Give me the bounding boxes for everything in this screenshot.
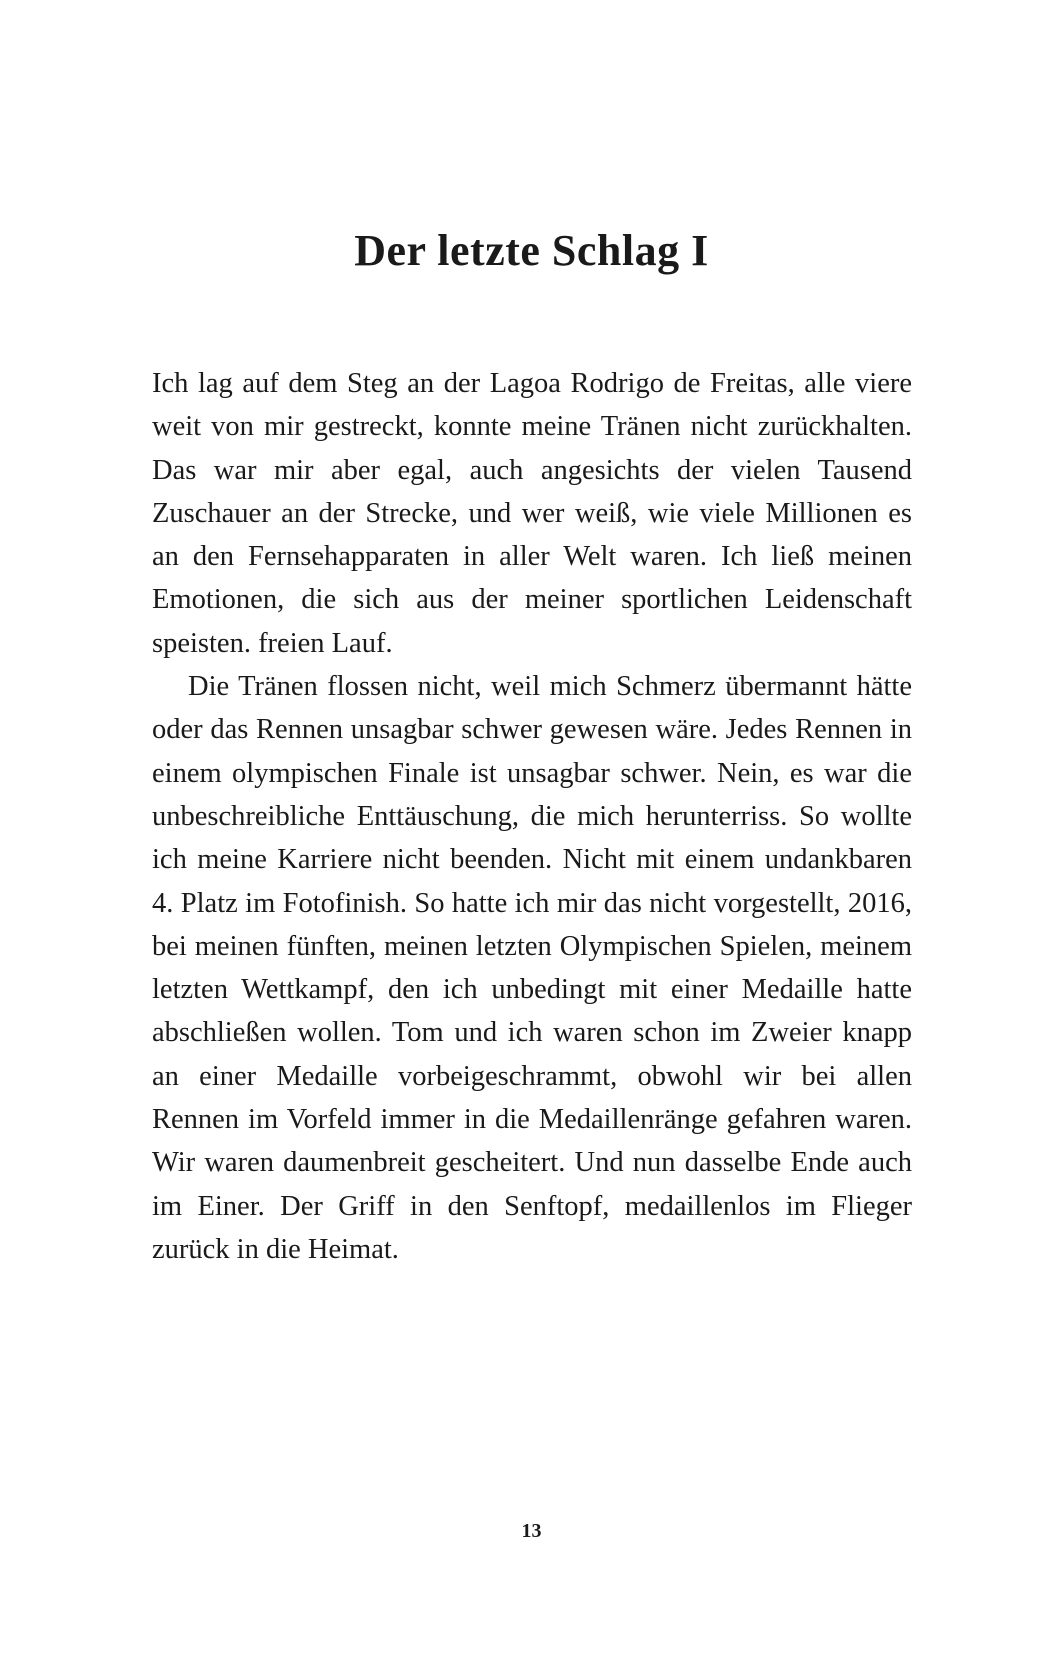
paragraph-1: Ich lag auf dem Steg an der Lagoa Rodrigo de Freitas, alle viere weit von mir gestreckt, konnte meine Tränen nicht zurückhalten. Das war mir aber egal, auch angesichts der vielen Tausend Zuschauer an der Strecke, und wer weiß, wie viele Millionen es an den Fernsehapparaten in aller Welt waren. Ich ließ meinen Emotionen, die sich aus der meiner sportlichen Leidenschaft speisten. freien Lauf. — [152, 368, 912, 659]
chapter-title: Der letzte Schlag I — [354, 226, 709, 275]
body-text — [152, 362, 912, 1271]
page-number: 13 — [521, 1520, 542, 1542]
paragraph-2: Die Tränen flossen nicht, weil mich Schmerz übermannt hätte oder das Rennen unsagbar schwer gewesen wäre. Jedes Rennen in einem olympischen Finale ist unsagbar schwer. Nein, es war die unbeschreibliche Enttäuschung, die mich herunterriss. So wollte ich meine Karriere nicht beenden. Nicht mit einem undankbaren 4. Platz im Fotofinish. So hatte ich mir das nicht vorgestellt, 2016, bei meinen fünften, meinen letzten Olympischen Spielen, meinem letzten Wettkampf, den ich unbedingt mit einer Medaille hatte abschließen wollen. Tom und ich waren schon im Zweier knapp an einer Medaille vorbeigeschrammt, obwohl wir bei allen Rennen im Vorfeld immer in die Medaillenränge gefahren waren. Wir waren daumenbreit gescheitert. Und nun dasselbe Ende auch im Einer. Der Griff in den Senftopf, medaillenlos im Flieger zurück in die Heimat. — [152, 671, 912, 1265]
